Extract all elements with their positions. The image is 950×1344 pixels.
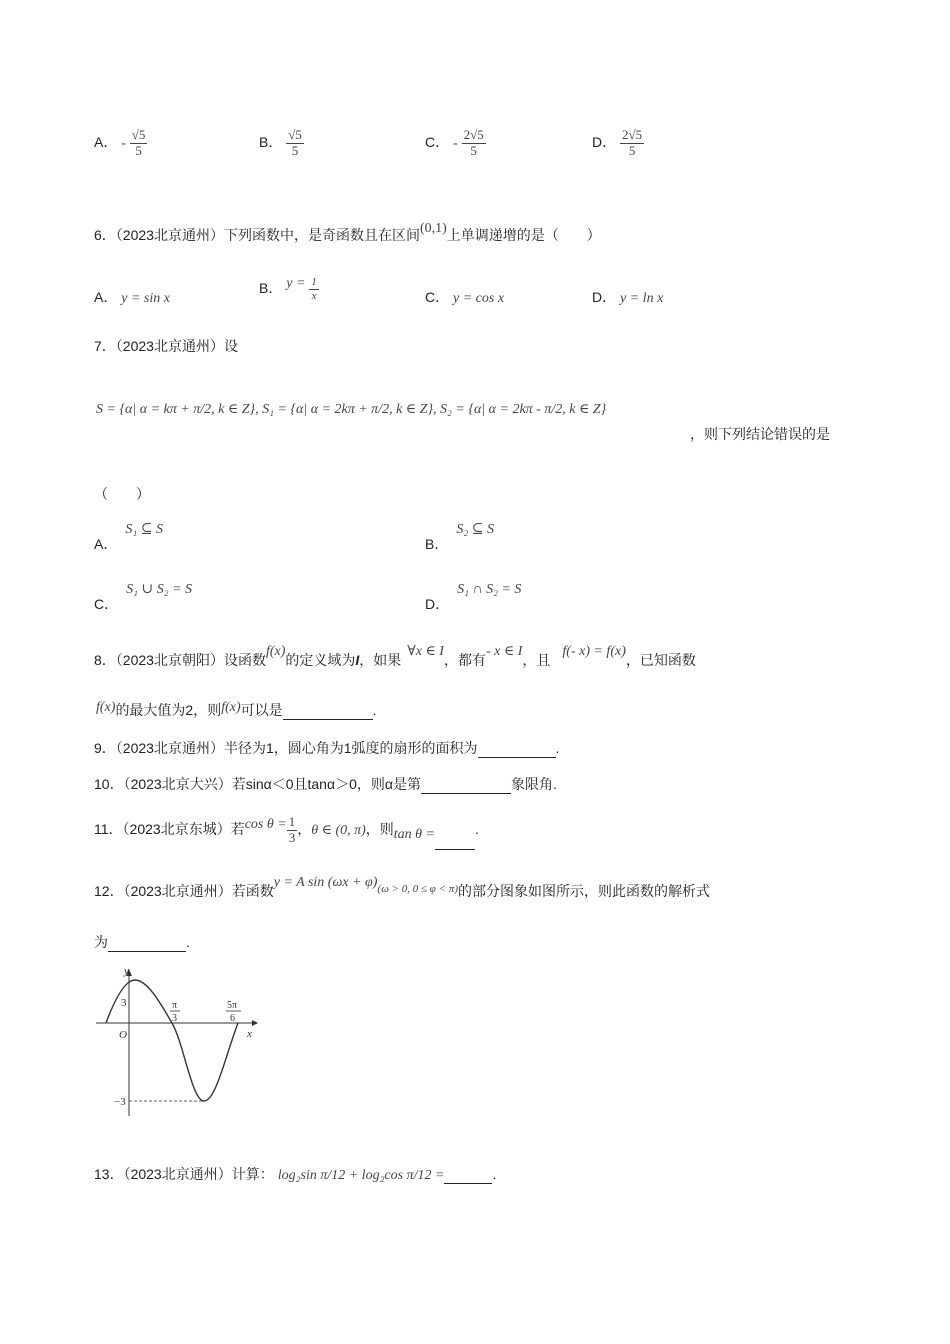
q7-option-a[interactable]: A．S₁ ⊆ S (94, 522, 163, 552)
y-label: y (124, 965, 129, 977)
q8-line2: f(x)的最大值为2，则f(x)可以是 . (96, 700, 377, 718)
q12-line2: 为 . (94, 934, 190, 950)
y-max-label: 3 (121, 997, 127, 1009)
option-label: D． (592, 134, 617, 151)
q9-stem: 9．（2023北京通州）半径为1，圆心角为1弧度的扇形的面积为 . (94, 740, 560, 756)
tick2-den: 6 (230, 1013, 235, 1024)
q6-option-b[interactable]: B． y = $\frac{1}{x}$ (259, 275, 317, 302)
q11-stem: 11．（2023北京东城）若cos θ = $\frac{1}{3}$ ，θ ∈ (0, π)，则tan θ = . (94, 810, 479, 850)
option-label: A． (94, 134, 118, 151)
x-axis-arrow (252, 1020, 258, 1026)
q6-option-d[interactable]: D． y = ln x (592, 289, 664, 306)
option-label: B． (259, 134, 283, 151)
q5-option-d[interactable] (592, 128, 644, 159)
q6-stem: 6．（2023北京通州）下列函数中，是奇函数且在区间(0,1)上单调递增的是（ ） (94, 221, 601, 243)
q13-stem: 13．（2023北京通州）计算： log₂sin π/12 + log₂cos π/12 = . (94, 1166, 497, 1183)
q7-option-b[interactable]: B．S₂ ⊆ S (425, 522, 494, 552)
fraction: $\frac{2√5}{5}$ (463, 127, 484, 158)
q10-stem: 10．（2023北京大兴）若sinα＜0且tanα＞0，则α是第 象限角. (94, 776, 557, 792)
answer-blank[interactable] (435, 835, 475, 850)
q7-paren: （ ） (94, 486, 150, 502)
q7-option-d[interactable]: D．S₁ ∩ S₂ = S (425, 582, 522, 612)
q7-option-c[interactable]: C．S₁ ∪ S₂ = S (94, 582, 193, 612)
q7-stem: 7．（2023北京通州）设 (94, 338, 238, 354)
answer-blank[interactable] (444, 1169, 492, 1184)
fraction: $\frac{2√5}{5}$ (622, 127, 643, 158)
answer-blank[interactable] (108, 937, 186, 952)
set-s2: S₂ = {α| α = 2kπ - π/2, k ∈ Z} (440, 402, 607, 417)
tick1-num: π (172, 1000, 178, 1011)
tick2-num: 5π (227, 1000, 238, 1011)
fraction: $\frac{1}{x}$ (311, 276, 317, 302)
set-s: S = {α| α = kπ + π/2, k ∈ Z} (96, 402, 256, 417)
set-s1: S₁ = {α| α = 2kπ + π/2, k ∈ Z} (262, 402, 434, 417)
fraction: $\frac{√5}{5}$ (131, 127, 146, 158)
x-label: x (247, 1028, 252, 1040)
fraction: $\frac{1}{3}$ (288, 813, 296, 845)
origin-label: O (119, 1029, 127, 1041)
y-min-label: −3 (114, 1096, 126, 1108)
answer-blank[interactable] (283, 705, 373, 720)
q12-stem: 12．（2023北京通州）若函数y = A $\sin (\omega x + \varphi)^{(\omega > 0, 0 \le \varphi < \pi)}$的部分图象如图所示，则此函数的解析式 (94, 875, 710, 899)
sine-graph (92, 964, 262, 1120)
q5-option-a[interactable]: A． - $\frac{√5}{5}$ (94, 127, 146, 158)
q7-tail: ，则下列结论错误的是 (690, 426, 830, 442)
q6-option-c[interactable]: C． y = cos x (425, 289, 505, 306)
q5-option-c[interactable]: C． - $\frac{2√5}{5}$ (425, 127, 484, 158)
q5-option-b[interactable] (259, 128, 304, 159)
fraction: $\frac{√5}{5}$ (288, 127, 302, 158)
q6-option-a[interactable]: A． y = sin x (94, 289, 170, 306)
answer-blank[interactable] (478, 743, 556, 758)
q8-stem: 8．（2023北京朝阳）设函数f(x)的定义域为I，如果∀x ∈ I，都有- x ∈ I，且f(- x) = f(x)，已知函数 (94, 644, 696, 668)
option-label: C． (425, 134, 450, 151)
answer-blank[interactable] (421, 779, 511, 794)
tick1-den: 3 (172, 1013, 177, 1024)
q7-sets: S = {α| α = kπ + π/2, k ∈ Z}, S₁ = {α| α = 2kπ + π/2, k ∈ Z}, S₂ = {α| α = 2kπ - π/2, k ∈ Z} (96, 402, 607, 417)
interval: (0,1) (419, 221, 447, 236)
